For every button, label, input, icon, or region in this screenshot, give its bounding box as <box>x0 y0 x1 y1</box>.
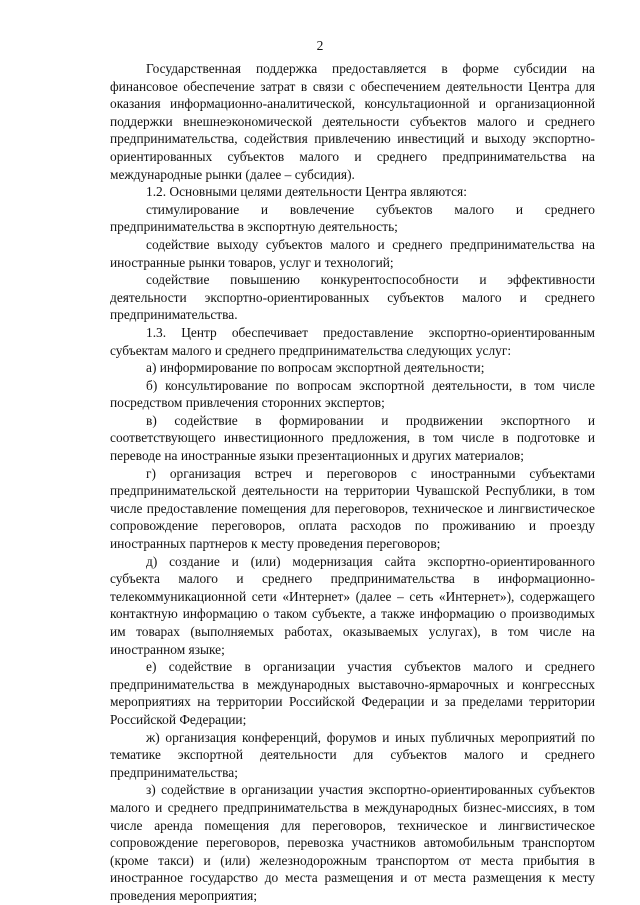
paragraph-service-zh: ж) организация конференций, форумов и иных публичных мероприятий по тематике экспортной деятельности для субъектов малого и среднего предпринимательства; <box>110 729 595 780</box>
paragraph-goal-export-involvement: стимулирование и вовлечение субъектов малого и среднего предпринимательства в экспортную деятельность; <box>110 201 595 235</box>
paragraph-subsidy-purpose: Государственная поддержка предоставляется в форме субсидии на финансовое обеспечение затрат в связи с обеспечением деятельности Центра для оказания информационно-аналитической, консультационной и организационной поддержки внешнеэкономической деятельности субъектов малого и среднего предпринимательства, содействия привлечению инвестиций и выходу экспортно-ориентированных субъектов малого и среднего предпринимательства на международные рынки (далее – субсидия). <box>110 61 595 182</box>
document-body <box>110 60 595 905</box>
paragraph-service-a: а) информирование по вопросам экспортной деятельности; <box>146 360 485 376</box>
paragraph-service-z: з) содействие в организации участия экспортно-ориентированных субъектов малого и среднего предпринимательства в международных бизнес-миссиях, в том числе аренда помещения для переговоров, техническое и лингвистическое сопровождение переговоров, перевозка участников автомобильным транспортом (кроме такси) и (или) железнодорожным транспортом от места прибытия в иностранное государство до места размещения и от места размещения к месту проведения мероприятия; <box>110 782 595 903</box>
paragraph-service-e: е) содействие в организации участия субъектов малого и среднего предпринимательства в международных выставочно-ярмарочных и конгрессных мероприятиях на территории Российской Федерации и за пределами территории Российской Федерации; <box>110 659 595 727</box>
paragraph-service-v: в) содействие в формировании и продвижении экспортного и соответствующего инвестиционного предложения, в том числе в подготовке и переводе на иностранные языки презентационных и других материалов; <box>110 412 595 464</box>
paragraph-goal-competitiveness: содействие повышению конкурентоспособности и эффективности деятельности экспортно-ориентированных субъектов малого и среднего предпринимательства. <box>110 272 595 323</box>
paragraph-services-heading: 1.3. Центр обеспечивает предоставление экспортно-ориентированным субъектам малого и среднего предпринимательства следующих услуг: <box>110 324 595 358</box>
paragraph-service-d: д) создание и (или) модернизация сайта экспортно-ориентированного субъекта малого и среднего предпринимательства в информационно-телекоммуникационной сети «Интернет» (далее – сеть «Интернет»), содержащего контактную информацию о таком субъекте, а также информацию о производимых им товарах (выполняемых работах, оказываемых услугах), в том числе на иностранном языке; <box>110 553 595 657</box>
paragraph-service-b: б) консультирование по вопросам экспортной деятельности, в том числе посредством привлечения сторонних экспертов; <box>110 377 595 411</box>
paragraph-goals-heading: 1.2. Основными целями деятельности Центра являются: <box>146 184 467 200</box>
page-number: 2 <box>316 38 324 53</box>
paragraph-goal-foreign-markets: содействие выходу субъектов малого и среднего предпринимательства на иностранные рынки товаров, услуг и технологий; <box>110 236 595 270</box>
paragraph-service-g: г) организация встреч и переговоров с иностранными субъектами предпринимательской деятельности на территории Чувашской Республики, в том числе предоставление помещения для переговоров, техническое и лингвистическое сопровождение переговоров, оплата расходов по проживанию и проезду иностранных партнеров к месту проведения переговоров; <box>110 465 595 552</box>
